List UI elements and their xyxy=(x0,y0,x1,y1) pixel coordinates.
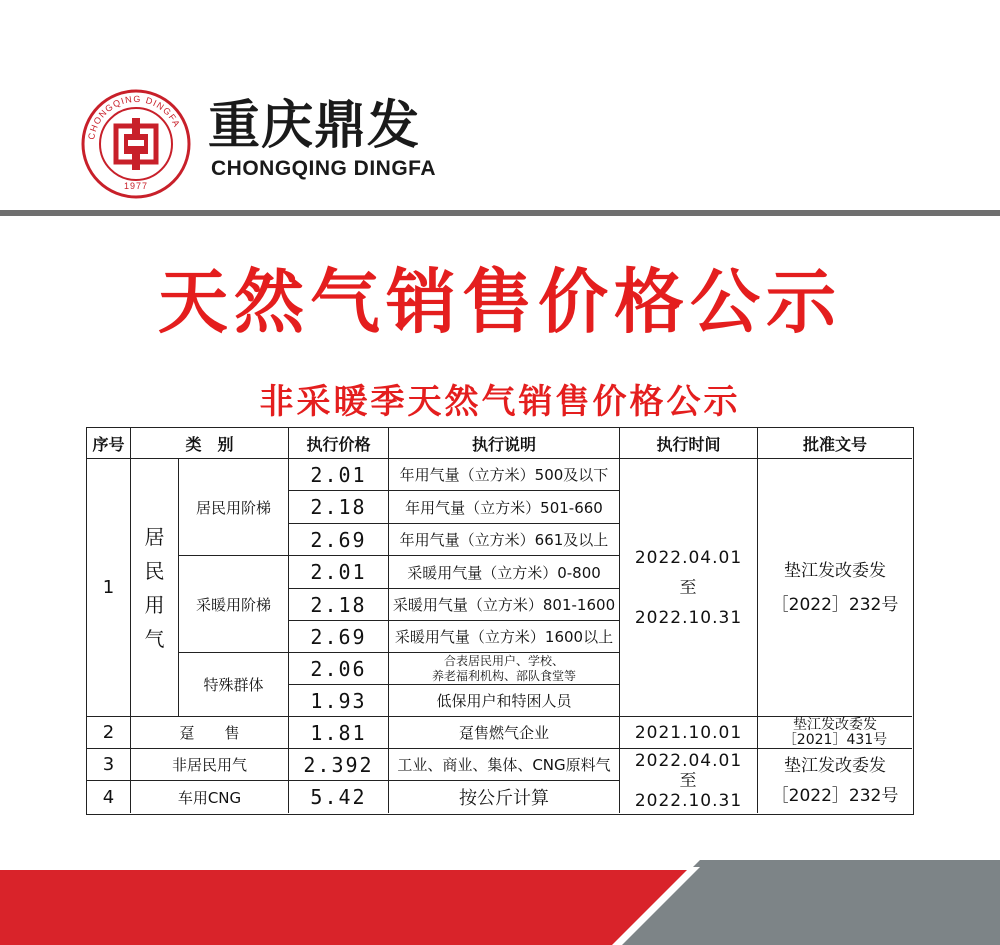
price-cell: 2.18 xyxy=(289,491,389,524)
desc-line: 合表居民用户、学校、 xyxy=(443,653,564,668)
group1-time xyxy=(620,459,758,717)
desc-cell: 采暖用气量（立方米）801-1600 xyxy=(389,589,620,621)
category-char: 居 xyxy=(144,524,165,549)
category-char: 用 xyxy=(144,592,165,617)
header-price: 执行价格 xyxy=(289,428,389,459)
row2-category: 趸 售 xyxy=(131,717,289,749)
desc-cell: 采暖用气量（立方米）1600以上 xyxy=(389,621,620,653)
desc-cell: 年用气量（立方米）501-660 xyxy=(389,491,620,524)
price-table xyxy=(86,427,914,815)
approval-line: ［2021］431号 xyxy=(782,731,888,748)
desc-cell: 年用气量（立方米）661及以上 xyxy=(389,524,620,556)
time-start: 2022.04.01 xyxy=(634,751,743,771)
header-desc: 执行说明 xyxy=(389,428,620,459)
desc-line: 养老福利机构、部队食堂等 xyxy=(431,668,576,683)
seal-year: 1977 xyxy=(123,181,149,191)
desc-cell: 低保用户和特困人员 xyxy=(389,685,620,717)
price-cell: 2.69 xyxy=(289,621,389,653)
price-cell: 1.93 xyxy=(289,685,389,717)
row3-desc: 工业、商业、集体、CNG原料气 xyxy=(389,749,620,781)
brand-name-en: CHONGQING DINGFA xyxy=(211,157,437,180)
brand-name-cn: 重庆鼎发 xyxy=(208,96,421,156)
time-end: 2022.10.31 xyxy=(634,607,743,628)
group1-seq: 1 xyxy=(87,459,131,717)
desc-cell: 年用气量（立方米）500及以下 xyxy=(389,459,620,491)
seal-arc-text: CHONGQING DINGFA xyxy=(86,93,183,141)
row3-seq: 3 xyxy=(87,749,131,781)
header-approval: 批准文号 xyxy=(758,428,912,459)
page-subtitle: 非采暖季天然气销售价格公示 xyxy=(259,382,741,422)
row3-price: 2.392 xyxy=(289,749,389,781)
price-cell: 2.01 xyxy=(289,556,389,589)
header-seq: 序号 xyxy=(87,428,131,459)
row2-price: 1.81 xyxy=(289,717,389,749)
row2-desc: 趸售燃气企业 xyxy=(389,717,620,749)
approval-line: ［2022］232号 xyxy=(771,786,899,806)
desc-cell: 采暖用气量（立方米）0-800 xyxy=(389,556,620,589)
row2-seq: 2 xyxy=(87,717,131,749)
header-time: 执行时间 xyxy=(620,428,758,459)
header-divider xyxy=(0,210,1000,216)
category-char: 气 xyxy=(144,626,165,651)
price-cell: 2.06 xyxy=(289,653,389,685)
group1-category xyxy=(131,459,179,717)
subcategory-special: 特殊群体 xyxy=(179,653,289,717)
row4-price: 5.42 xyxy=(289,781,389,813)
row4-desc: 按公斤计算 xyxy=(389,781,620,813)
time-to: 至 xyxy=(679,771,698,791)
approval-line: 垫江发改委发 xyxy=(784,560,886,581)
time-to: 至 xyxy=(679,577,698,598)
price-cell: 2.18 xyxy=(289,589,389,621)
price-cell: 2.69 xyxy=(289,524,389,556)
header-category: 类 别 xyxy=(131,428,289,459)
time-start: 2022.04.01 xyxy=(634,547,743,568)
rows34-time xyxy=(620,749,758,813)
approval-line: ［2022］232号 xyxy=(771,594,899,615)
row2-approval xyxy=(758,717,912,749)
rows34-approval xyxy=(758,749,912,813)
row2-time: 2021.10.01 xyxy=(620,717,758,749)
subcategory-residential: 居民用阶梯 xyxy=(179,459,289,556)
price-cell: 2.01 xyxy=(289,459,389,491)
row4-category: 车用CNG xyxy=(131,781,289,813)
subcategory-heating: 采暖用阶梯 xyxy=(179,556,289,653)
approval-line: 垫江发改委发 xyxy=(793,717,877,733)
footer-decoration xyxy=(0,860,1000,945)
category-char: 民 xyxy=(144,558,165,583)
row4-seq: 4 xyxy=(87,781,131,813)
company-seal-logo xyxy=(80,88,192,200)
approval-line: 垫江发改委发 xyxy=(784,756,886,776)
page-title: 天然气销售价格公示 xyxy=(158,261,842,343)
time-end: 2022.10.31 xyxy=(634,791,743,811)
desc-cell xyxy=(389,653,620,685)
row3-category: 非居民用气 xyxy=(131,749,289,781)
group1-approval xyxy=(758,459,912,717)
